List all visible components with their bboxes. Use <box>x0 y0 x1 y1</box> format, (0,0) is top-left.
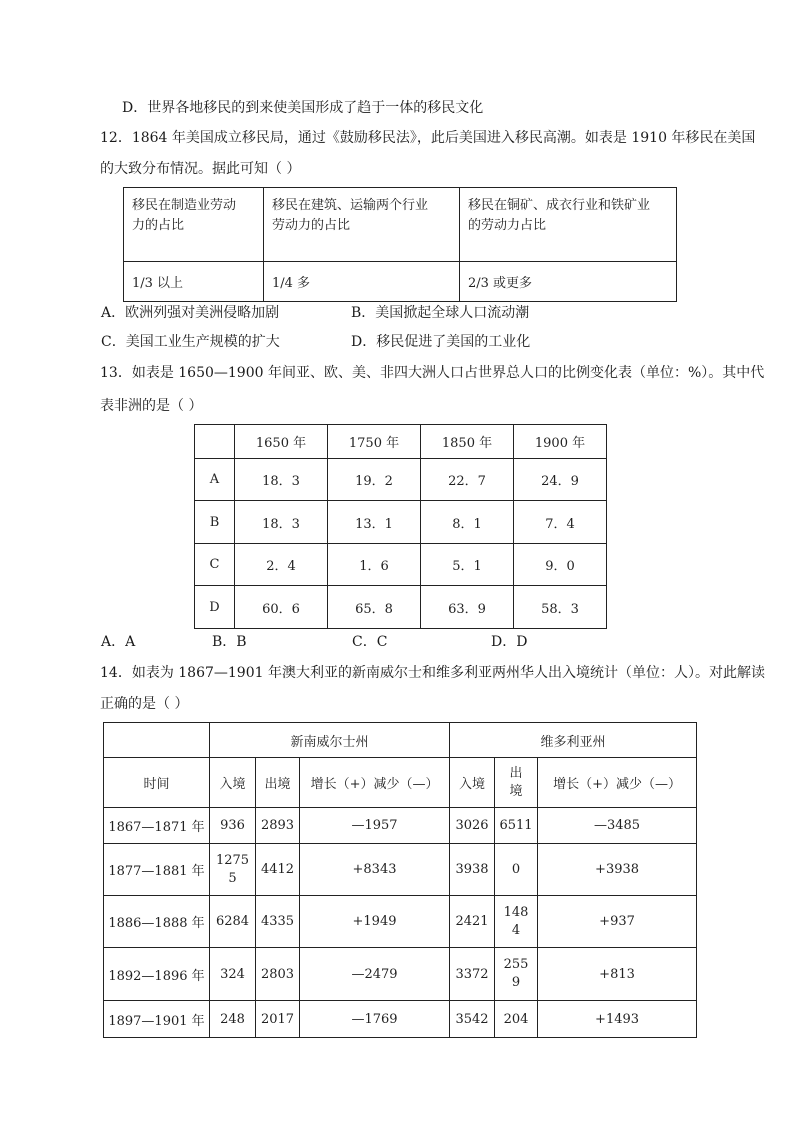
q12-header-mining: 移民在铜矿、成衣行业和铁矿业 的劳动力占比 <box>460 188 677 262</box>
q13-cell: 63．9 <box>421 586 514 629</box>
q13-cell: 22．7 <box>421 459 514 501</box>
q12-table <box>123 187 677 302</box>
q14-cell-time: 1886—1888 年 <box>104 896 210 948</box>
q13-cell: 2．4 <box>235 544 328 586</box>
q12-header-construction: 移民在建筑、运输两个行业 劳动力的占比 <box>264 188 460 262</box>
q14-row-1867 <box>104 808 697 844</box>
q14-col-nsw-change: 增长（+）减少（—） <box>300 758 450 808</box>
q13-row-label: C <box>195 544 235 586</box>
q13-table <box>194 424 607 629</box>
q14-stem-line2: 正确的是（ ） <box>100 696 189 712</box>
q12-option-d[interactable]: D．移民促进了美国的工业化 <box>351 334 531 350</box>
q13-cell: 8．1 <box>421 501 514 544</box>
q13-row-label: A <box>195 459 235 501</box>
q14-cell: +8343 <box>300 844 450 896</box>
q13-cell: 65．8 <box>328 586 421 629</box>
q13-cell: 13．1 <box>328 501 421 544</box>
q13-corner-cell <box>195 425 235 459</box>
q14-cell: 4412 <box>256 844 300 896</box>
q14-cell: 12755 <box>210 844 256 896</box>
q14-table <box>103 722 697 1038</box>
q13-year-1900: 1900 年 <box>514 425 607 459</box>
q14-cell-time: 1897—1901 年 <box>104 1001 210 1038</box>
q14-corner-cell <box>104 723 210 758</box>
q14-col-time: 时间 <box>104 758 210 808</box>
q14-row-1897 <box>104 1001 697 1038</box>
q13-row-b <box>195 501 607 544</box>
q13-year-1650: 1650 年 <box>235 425 328 459</box>
q14-row-1892 <box>104 948 697 1001</box>
q14-cell: 0 <box>495 844 538 896</box>
q13-cell: 18．3 <box>235 501 328 544</box>
q14-cell-time: 1892—1896 年 <box>104 948 210 1001</box>
q14-cell: 248 <box>210 1001 256 1038</box>
q13-cell: 5．1 <box>421 544 514 586</box>
q14-region-vic: 维多利亚州 <box>450 723 697 758</box>
q13-cell: 19．2 <box>328 459 421 501</box>
q13-cell: 24．9 <box>514 459 607 501</box>
q13-stem-line1: 13．如表是 1650—1900 年间亚、欧、美、非四大洲人口占世界总人口的比例变化表（单位：%）。其中代 <box>100 365 765 381</box>
q14-cell: 2893 <box>256 808 300 844</box>
q14-region-nsw: 新南威尔士州 <box>210 723 450 758</box>
q14-cell: —3485 <box>538 808 697 844</box>
q14-cell: 324 <box>210 948 256 1001</box>
q13-row-c <box>195 544 607 586</box>
q14-cell: 2559 <box>495 948 538 1001</box>
q14-col-nsw-in: 入境 <box>210 758 256 808</box>
q12-value-mining: 2/3 或更多 <box>460 262 677 302</box>
q13-row-label: D <box>195 586 235 629</box>
q13-cell: 18．3 <box>235 459 328 501</box>
q14-cell: 2803 <box>256 948 300 1001</box>
q14-row-1886 <box>104 896 697 948</box>
q13-row-d <box>195 586 607 629</box>
q14-cell: 4335 <box>256 896 300 948</box>
q12-value-manufacturing: 1/3 以上 <box>124 262 264 302</box>
q12-option-a[interactable]: A．欧洲列强对美洲侵略加剧 <box>101 305 280 321</box>
q13-cell: 9．0 <box>514 544 607 586</box>
q13-year-1750: 1750 年 <box>328 425 421 459</box>
q14-cell: 2421 <box>450 896 495 948</box>
q14-cell: +3938 <box>538 844 697 896</box>
q12-stem-line1: 12．1864 年美国成立移民局，通过《鼓励移民法》，此后美国进入移民高潮。如表是 1910 年移民在美国 <box>100 130 756 146</box>
q14-cell: 6284 <box>210 896 256 948</box>
q14-cell: 204 <box>495 1001 538 1038</box>
q13-option-a[interactable]: A．A <box>101 634 136 650</box>
q14-cell: +1493 <box>538 1001 697 1038</box>
q14-cell-time: 1877—1881 年 <box>104 844 210 896</box>
q13-year-1850: 1850 年 <box>421 425 514 459</box>
q14-cell: 6511 <box>495 808 538 844</box>
q13-option-d[interactable]: D．D <box>491 634 528 650</box>
q13-cell: 60．6 <box>235 586 328 629</box>
q14-cell: —2479 <box>300 948 450 1001</box>
q13-cell: 7．4 <box>514 501 607 544</box>
q14-cell: +1949 <box>300 896 450 948</box>
q14-col-nsw-out: 出境 <box>256 758 300 808</box>
q14-cell: 3542 <box>450 1001 495 1038</box>
q14-cell: +937 <box>538 896 697 948</box>
q13-stem-line2: 表非洲的是（ ） <box>100 398 203 414</box>
q14-col-vic-out: 出 境 <box>495 758 538 808</box>
q14-cell: 2017 <box>256 1001 300 1038</box>
q13-option-b[interactable]: B．B <box>212 634 247 650</box>
q14-cell-time: 1867—1871 年 <box>104 808 210 844</box>
q14-col-vic-in: 入境 <box>450 758 495 808</box>
q14-cell: —1957 <box>300 808 450 844</box>
q14-stem-line1: 14．如表为 1867—1901 年澳大利亚的新南威尔士和维多利亚两州华人出入境统计（单位：人）。对此解读 <box>100 665 765 681</box>
q13-cell: 58．3 <box>514 586 607 629</box>
q14-cell: +813 <box>538 948 697 1001</box>
q14-row-1877 <box>104 844 697 896</box>
q13-option-c[interactable]: C．C <box>352 634 388 650</box>
q12-header-manufacturing: 移民在制造业劳动 力的占比 <box>124 188 264 262</box>
q12-value-construction: 1/4 多 <box>264 262 460 302</box>
q14-cell: 3372 <box>450 948 495 1001</box>
q12-stem-line2: 的大致分布情况。据此可知（ ） <box>100 161 301 177</box>
q12-option-c[interactable]: C．美国工业生产规模的扩大 <box>101 334 280 350</box>
q14-col-vic-change: 增长（+）减少（—） <box>538 758 697 808</box>
q11-option-d: D．世界各地移民的到来使美国形成了趋于一体的移民文化 <box>122 100 484 116</box>
q14-cell: 1484 <box>495 896 538 948</box>
q14-cell: 3938 <box>450 844 495 896</box>
q14-cell: 3026 <box>450 808 495 844</box>
q14-cell: 936 <box>210 808 256 844</box>
q14-cell: —1769 <box>300 1001 450 1038</box>
q12-option-b[interactable]: B．美国掀起全球人口流动潮 <box>351 305 530 321</box>
q13-row-label: B <box>195 501 235 544</box>
q13-cell: 1．6 <box>328 544 421 586</box>
q13-row-a <box>195 459 607 501</box>
